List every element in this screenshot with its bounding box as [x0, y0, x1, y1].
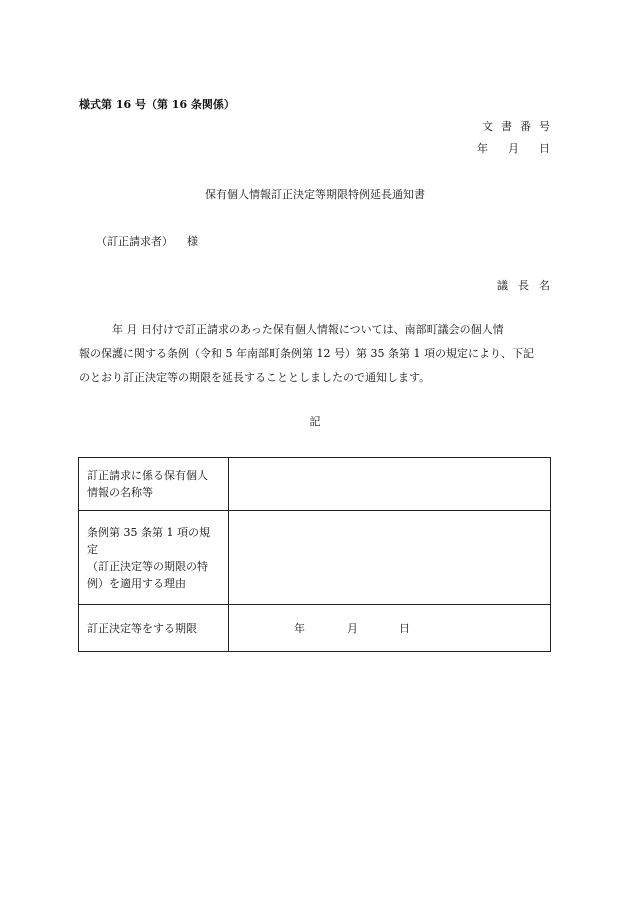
issue-date — [477, 140, 550, 156]
note-mark: 記 — [309, 415, 321, 428]
issue-date-year: 年 — [477, 142, 488, 155]
notice-body-line: のとおり訂正決定等の期限を延長することとしましたので通知します。 — [79, 371, 431, 384]
row-label — [79, 605, 229, 652]
row-label-line: 情報の名称等 — [87, 486, 153, 499]
row-label-line: 条例第 35 条第 1 項の規定 — [87, 525, 210, 556]
deadline-day: 日 — [399, 621, 410, 635]
deadline-month: 月 — [347, 621, 358, 635]
row-label-line: 例）を適用する理由 — [87, 576, 186, 590]
row-label — [79, 511, 229, 605]
addressee-honorific: 様 — [187, 235, 198, 248]
addressee — [96, 233, 198, 249]
sender-name: 議長名 — [497, 279, 560, 292]
addressee-name: （訂正請求者） — [96, 235, 173, 248]
issue-date-month: 月 — [508, 142, 519, 155]
notice-body — [79, 318, 551, 390]
row-label — [79, 458, 229, 511]
deadline-year: 年 — [294, 621, 305, 635]
form-number: 様式第 16 号（第 16 条関係） — [79, 98, 235, 111]
notice-body-line: 報の保護に関する条例（令和 5 年南部町条例第 12 号）第 35 条第 1 項の規定により、下記 — [79, 347, 534, 360]
row-label-line: （訂正決定等の期限の特 — [87, 559, 208, 573]
row-value-cell[interactable] — [229, 511, 551, 605]
table-row — [79, 511, 551, 605]
row-label-line: 訂正請求に係る保有個人 — [87, 469, 208, 482]
row-value-cell[interactable] — [229, 458, 551, 511]
detail-table — [78, 457, 551, 652]
table-row — [79, 458, 551, 511]
notice-body-line: 年 月 日付けで訂正請求のあった保有個人情報については、南部町議会の個人情 — [79, 323, 504, 336]
deadline-date-cell[interactable] — [229, 605, 551, 652]
issue-date-day: 日 — [539, 142, 550, 155]
table-row — [79, 605, 551, 652]
document-title: 保有個人情報訂正決定等期限特例延長通知書 — [205, 188, 425, 201]
deadline-date — [237, 620, 542, 637]
document-number-label: 文書番号 — [482, 120, 558, 133]
row-label-line: 訂正決定等をする期限 — [87, 621, 197, 635]
